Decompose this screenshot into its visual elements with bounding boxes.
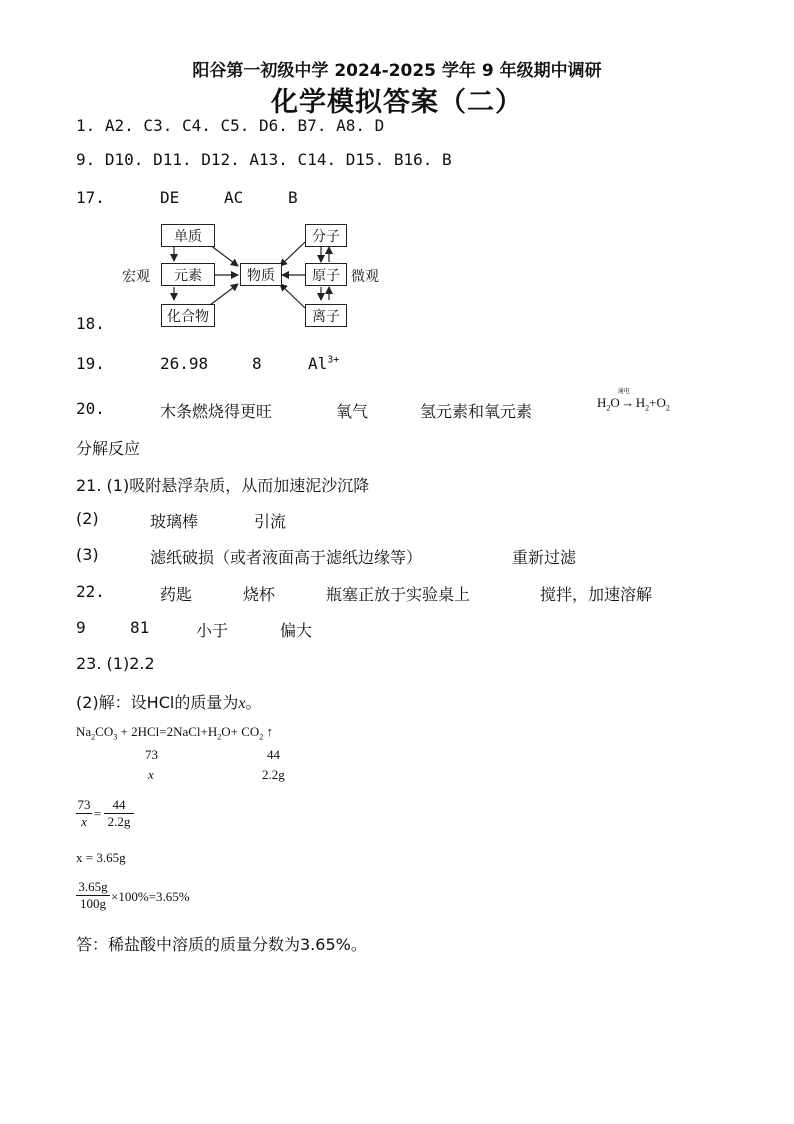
box-dan-zhi: 单质 — [161, 224, 215, 247]
arrow-fenzi-to-wuzhi — [280, 242, 305, 266]
equation-condition: 通电 — [617, 389, 630, 395]
label-macro: 宏观 — [122, 270, 150, 285]
q22-answer-2: 烧杯 — [243, 585, 276, 604]
final-answer: 答：稀盐酸中溶质的质量分数为3.65%。 — [76, 935, 367, 954]
q20-answer-3: 氢元素和氧元素 — [420, 402, 533, 421]
label-micro: 微观 — [351, 270, 379, 285]
q19-answer-3: $Al^{3+}$ — [308, 354, 340, 373]
q23-part-1: 23. (1)2.2 — [76, 654, 155, 673]
q21-part-2-answer-1: 玻璃棒 — [150, 512, 199, 531]
fraction-73-over-x: 73 x — [77, 797, 91, 829]
q17-number: 17. — [76, 188, 105, 207]
q20-number: 20. — [76, 399, 105, 418]
q22-answer-1: 药匙 — [160, 585, 193, 604]
fraction-44-over-2-2g: 44 2.2g — [104, 797, 134, 830]
electrolysis-equation: $H_2O$ 通电 → $H_2+O_2$ — [597, 395, 670, 413]
box-hua-he-wu: 化合物 — [161, 304, 215, 327]
fraction-3-65g-over-100g: 3.65g 100g — [76, 879, 110, 912]
chemical-equation: $Na_2CO_3$ + $2HCl=2NaCl+H_2O+ CO_2$ ↑ — [76, 724, 274, 742]
q22-answer-7: 小于 — [196, 621, 229, 640]
q20-answer-2: 氧气 — [336, 402, 369, 421]
box-yuan-zi: 原子 — [305, 263, 347, 286]
molar-mass-co2: 44 — [267, 747, 280, 762]
q22-number: 22. — [76, 582, 105, 601]
q21-part-1: 21. (1)吸附悬浮杂质，从而加速泥沙沉降 — [76, 476, 370, 495]
box-fen-zi: 分子 — [305, 224, 347, 247]
co2-mass: 2.2g — [262, 767, 285, 782]
molar-mass-hcl: 73 — [145, 747, 158, 762]
q17-answer-1: DE — [160, 188, 180, 207]
q19-number: 19. — [76, 354, 105, 373]
q17-answer-2: AC — [224, 188, 244, 207]
mc-answers-line-2: 9. D10. D11. D12. A13. C14. D15. B16. B — [76, 150, 452, 169]
q21-part-3-answer-1: 滤纸破损（或者液面高于滤纸边缘等） — [150, 548, 423, 567]
q19-answer-1: 26.98 — [160, 354, 209, 373]
q22-answer-6: 81 — [130, 618, 150, 637]
q22-answer-3: 瓶塞正放于实验桌上 — [326, 585, 471, 604]
percent-expression: ×100%=3.65% — [111, 889, 190, 904]
q22-answer-8: 偏大 — [280, 621, 313, 640]
unknown-mass-x: x — [148, 767, 154, 782]
q21-part-3-number: (3) — [76, 545, 99, 564]
school-header: 阳谷第一初级中学 2024-2025 学年 9 年级期中调研 — [192, 61, 602, 81]
box-li-zi: 离子 — [305, 304, 347, 327]
q20-answer-1: 木条燃烧得更旺 — [160, 402, 273, 421]
q19-answer-2: 8 — [252, 354, 262, 373]
q18-number: 18. — [76, 314, 105, 333]
q21-part-3-answer-2: 重新过滤 — [512, 548, 577, 567]
q21-part-2-number: (2) — [76, 509, 99, 528]
arrow-lizi-to-wuzhi — [280, 284, 305, 308]
q23-part-2-intro: (2)解：设HCl的质量为x。 — [76, 693, 262, 712]
box-yuan-su: 元素 — [161, 263, 215, 286]
q22-answer-5: 9 — [76, 618, 86, 637]
q22-answer-4: 搅拌，加速溶解 — [540, 585, 653, 604]
box-wu-zhi: 物质 — [240, 263, 282, 286]
page-title: 化学模拟答案（二） — [271, 87, 523, 118]
q17-answer-3: B — [288, 188, 298, 207]
q20-reaction-type: 分解反应 — [76, 439, 141, 458]
q21-part-2-answer-2: 引流 — [254, 512, 287, 531]
equals-sign: = — [94, 806, 102, 821]
result-x: x = 3.65g — [76, 850, 126, 865]
mc-answers-line-1: 1. A2. C3. C4. C5. D6. B7. A8. D — [76, 116, 385, 135]
